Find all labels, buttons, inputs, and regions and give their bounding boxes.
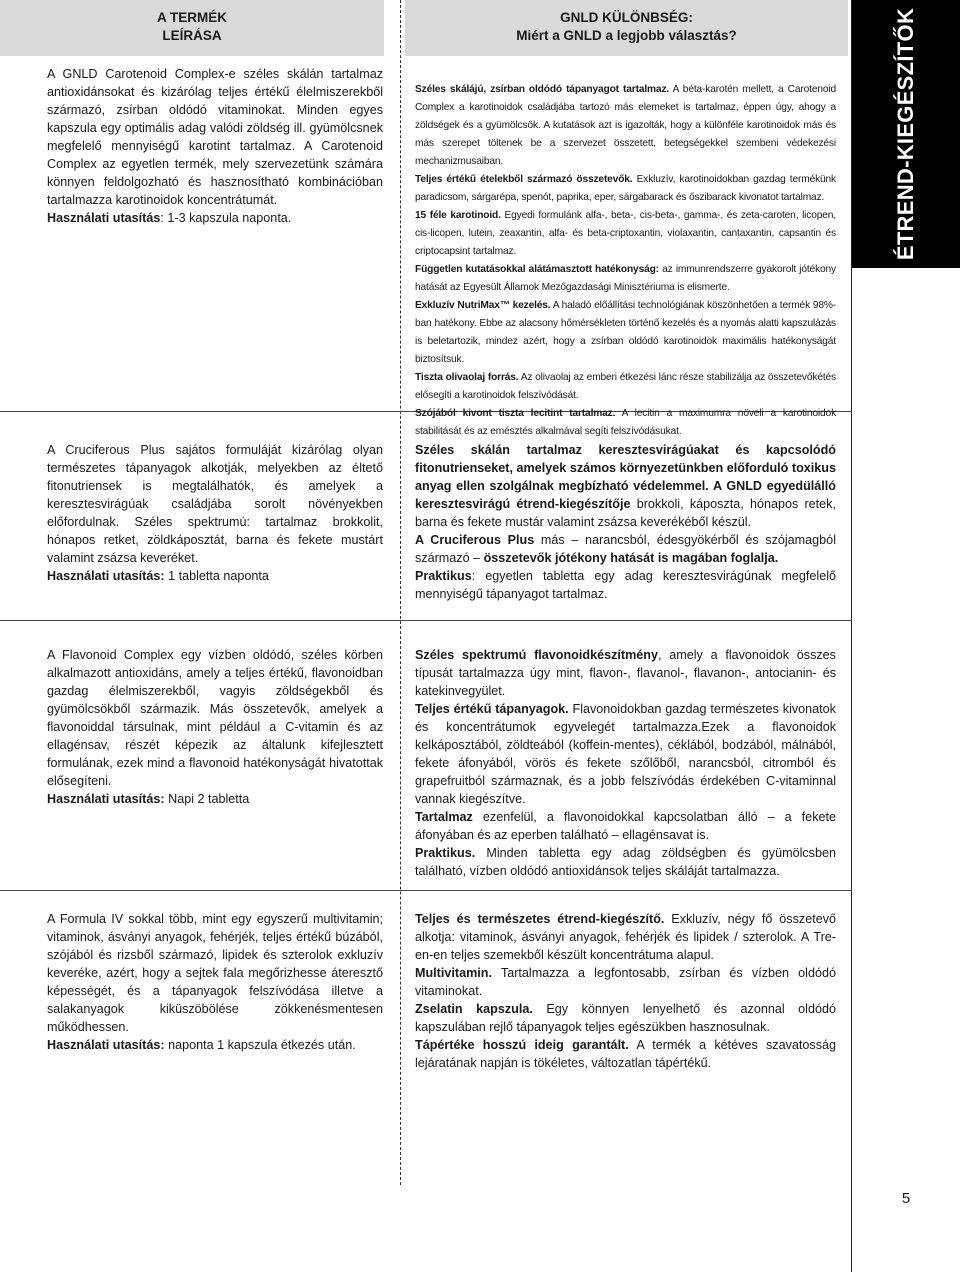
gnld-difference [415,81,836,441]
column-divider [400,0,401,1185]
description-text: A Cruciferous Plus sajátos formuláját kizárólag olyan természetes tápanyagok alkotják, melyekben az éltető fitonutriensek is megtalálhatók, és amelyek a keresztesvirágúak családjába sorolt növényekben előfordulnak. Széles spektrumú: tartalmaz brokkolit, hónapos retket, zöldkáposztát, barna és fekete mustárt valamint zsázsa keveréket. [47,443,383,565]
difference-text: Tartalmazza a legfontosabb, zsírban és vízben oldódó vitaminokat. [415,966,836,998]
description-text: A Flavonoid Complex egy vízben oldódó, széles körben alkalmazott antioxidáns, amely a teljes értékű, flavonoidban gazdag élelmiszerekből, vagyis zöldségekből és gyümölcsökből származik. Más összetevők, amelyek a flavonoiddal társulnak, mint például a C-vitamin és az ellagénsav, részét képezik az általunk kifejlesztett formulának, ezek mind a flavonoid hatékonyságát hivatottak elősegíteni. [47,648,383,788]
gnld-difference [415,646,836,880]
difference-heading: Tápértéke hosszú ideig garantált. [415,1038,629,1052]
usage-line [47,209,383,227]
difference-text: A lecitin a maximumra növeli a karotinoidok stabilitását és az emésztés alkalmával segíti felszívódásukat. [415,408,837,437]
difference-paragraph [415,567,836,603]
header-line: A TERMÉK [157,10,227,25]
difference-text: brokkoli, káposzta, hónapos retek, barna és fekete mustár valamint zsázsa keverékéből készül. [415,497,836,529]
difference-paragraph [415,646,836,700]
difference-heading: Szójából kivont tiszta lecitint tartalmaz. [415,408,616,419]
usage-label: Használati utasítás: [47,792,165,806]
product-description [47,65,383,227]
usage-label: Használati utasítás [47,211,161,225]
right-column-header [405,0,848,56]
product-description [47,910,383,1054]
usage-line [47,1036,383,1054]
difference-paragraph [415,261,836,297]
difference-paragraph [415,297,836,369]
difference-paragraph [415,207,836,261]
header-line: GNLD KÜLÖNBSÉG: [560,10,693,25]
difference-text: A termék a kétéves szavatosság lejáratának napján is tökéletes, változatlan tápértékű. [415,1038,837,1070]
difference-text: A haladó előállítási technológiának köszönhetően a termék 98%-ban hatékony. Ebbe az alacsony hőmérsékleten történő kezelés és a nyomás alatti kapszulázás is beletartozik, mindez azért, hogy a zsírban oldódó karotinoidok maximális hatékonyságát biztosítsuk. [415,300,836,365]
usage-value: Napi 2 tabletta [164,792,250,806]
difference-heading: Széles skálán tartalmaz keresztesvirágúakat és kapcsolódó fitonutrienseket, amelyek számos környezetünkben előforduló toxikus anyag ellen szolgálnak megbízható védelemmel. A GNLD egyedülálló keresztesvirágú étrend-kiegészítője [415,443,836,511]
difference-heading: összetevők jótékony hatását is magában foglalja. [483,551,779,565]
difference-heading: Tartalmaz [415,810,473,824]
page-number: 5 [901,1190,911,1207]
difference-text: Exkluzív, négy fő összetevő alkotja: vitaminok, ásványi anyagok, fehérjék és lipidek / szterolok. A Tre-en-en teljes szemekből készült koncentrátuma alapul. [415,912,836,962]
difference-paragraph [415,808,836,844]
difference-paragraph [415,405,836,441]
difference-heading: Praktikus [415,569,472,583]
gnld-difference [415,910,836,1072]
description-text: A GNLD Carotenoid Complex-e széles skálán tartalmaz antioxidánsokat és kizárólag teljes értékű élelmiszerekből származó, zsírban oldódó vitaminokat. Minden egyes kapszula egy optimális adag valódi zöldség ill. gyümölcsnek megfelelő mennyiségű karotint tartalmaz. A Carotenoid Complex az egyetlen termék, mely szervezetünk számára könnyen feldolgozható és hasznosítható kombinációban tartalmazza karotinoidok koncentrátumát. [47,67,383,207]
difference-paragraph [415,171,836,207]
difference-heading: Teljes és természetes étrend-kiegészítő. [415,912,665,926]
difference-paragraph [415,700,836,808]
difference-paragraph [415,964,836,1000]
difference-heading: Széles spektrumú flavonoidkészítmény [415,648,658,662]
left-column-header [0,0,384,56]
header-line: Miért a GNLD a legjobb választás? [516,28,737,43]
difference-heading: Széles skálájú, zsírban oldódó tápanyagot tartalmaz. [415,84,670,95]
usage-label: Használati utasítás: [47,1038,165,1052]
difference-text: más – narancsból, édesgyökérből és szójamagból származó – [415,533,836,565]
difference-text: Exkluzív, karotinoidokban gazdag termékünk paradicsom, sárgarépa, spenót, paprika, eper, sárgabarack és őszibarack kivonatot tartalmaz. [415,174,836,203]
difference-paragraph [415,844,836,880]
difference-heading: Tiszta olivaolaj forrás. [415,372,519,383]
usage-value: : 1-3 kapszula naponta. [160,211,292,225]
header-line: LEÍRÁSA [162,28,222,43]
product-description [47,441,383,585]
product-description [47,646,383,808]
difference-paragraph [415,81,836,171]
difference-paragraph [415,369,836,405]
difference-text: Minden tabletta egy adag zöldségben és gyümölcsben található, vízben oldódó antioxidánsok teljes skáláját tartalmazza. [415,846,836,878]
gnld-difference [415,441,836,603]
category-sidebar [852,0,960,268]
difference-text: : egyetlen tabletta egy adag keresztesvirágúnak megfelelő mennyiségű tápanyagot tartalmaz. [415,569,836,601]
difference-paragraph [415,910,836,964]
difference-heading: A Cruciferous Plus [415,533,535,547]
section-divider [0,890,852,891]
sidebar-border [851,0,852,1272]
usage-label: Használati utasítás: [47,569,165,583]
description-text: A Formula IV sokkal több, mint egy egyszerű multivitamin; vitaminok, ásványi anyagok, fehérjék, teljes értékű búzából, szójából és rizsből származó, lipidek és szterolok exkluzív keveréke, azért, hogy a sejtek fala megőrizhesse áteresztő képességét, és a tápanyagok felszívódása illetve a salakanyagok kiküszöbölése zökkenésmentesen működhessen. [47,912,383,1034]
category-title: ÉTREND-KIEGÉSZÍTŐK [893,7,918,261]
usage-value: 1 tabletta naponta [164,569,269,583]
difference-heading: Exkluzív NutriMax™ kezelés. [415,300,551,311]
difference-text: Egy könnyen lenyelhető és azonnal oldódó kapszulában rejlő tápanyagok teljes egészükben hasznosulnak. [415,1002,836,1034]
difference-text: Az olivaolaj az emberi étkezési lánc része stabilizálja az összetevőkétés elősegíti a karotinoidok felszívódását. [415,372,836,401]
difference-heading: Praktikus. [415,846,476,860]
difference-heading: Zselatin kapszula. [415,1002,533,1016]
difference-text: Egyedi formulánk alfa-, beta-, cis-beta-, gamma-, és zeta-caroten, licopen, cis-licopen, lutein, zeaxantin, alfa- és beta-criptoxantin, violaxantin, cantaxantin, capsantin és criptocapsint tartalmaz. [415,210,836,257]
difference-paragraph [415,531,836,567]
usage-line [47,567,383,585]
difference-paragraph [415,1000,836,1036]
difference-heading: 15 féle karotinoid. [415,210,501,221]
difference-paragraph [415,441,836,531]
section-divider [0,620,852,621]
difference-text: , amely a flavonoidok összes típusát tartalmazza úgy mint, flavon-, flavanol-, flavanon-, antocianin- és katekinvegyület. [415,648,836,698]
difference-text: az immunrendszerre gyakorolt jótékony hatását az Egyesült Államok Mezőgazdasági Minisztériuma is elismerte. [415,264,836,293]
difference-text: Flavonoidokban gazdag természetes kivonatok és koncentrátumok egyvelegét tartalmazza.Ezek a flavonoidok kelkáposztából, zöldteából (koffein-mentes), céklából, bodzából, málnából, fekete áfonyából, vörös és fekete szőlőből, narancsból, citromból és grapefruitból származnak, és a jobb felszívódás érdekében C-vitaminnal vannak kiegészítve. [415,702,836,806]
difference-text: ezenfelül, a flavonoidokkal kapcsolatban álló – a fekete áfonyában és az eperben található – ellagénsavat is. [415,810,836,842]
difference-heading: Multivitamin. [415,966,492,980]
difference-text: A béta-karotén mellett, a Carotenoid Complex a karotinoidok családjába tartozó más elemeket is tartalmaz, éppen úgy, ahogy a zöldségek és a gyümölcsök. A kutatások azt is igazolták, hogy a különféle karotinoidok más és más szerepet töltenek be a szervezet összetett, betegségekkel szembeni védekezési mechanizmusaiban. [415,84,836,167]
usage-value: naponta 1 kapszula étkezés után. [164,1038,356,1052]
difference-heading: Teljes értékű tápanyagok. [415,702,569,716]
usage-line [47,790,383,808]
difference-paragraph [415,1036,836,1072]
difference-heading: Független kutatásokkal alátámasztott hatékonyság: [415,264,659,275]
difference-heading: Teljes értékű ételekből származó összetevők. [415,174,633,185]
